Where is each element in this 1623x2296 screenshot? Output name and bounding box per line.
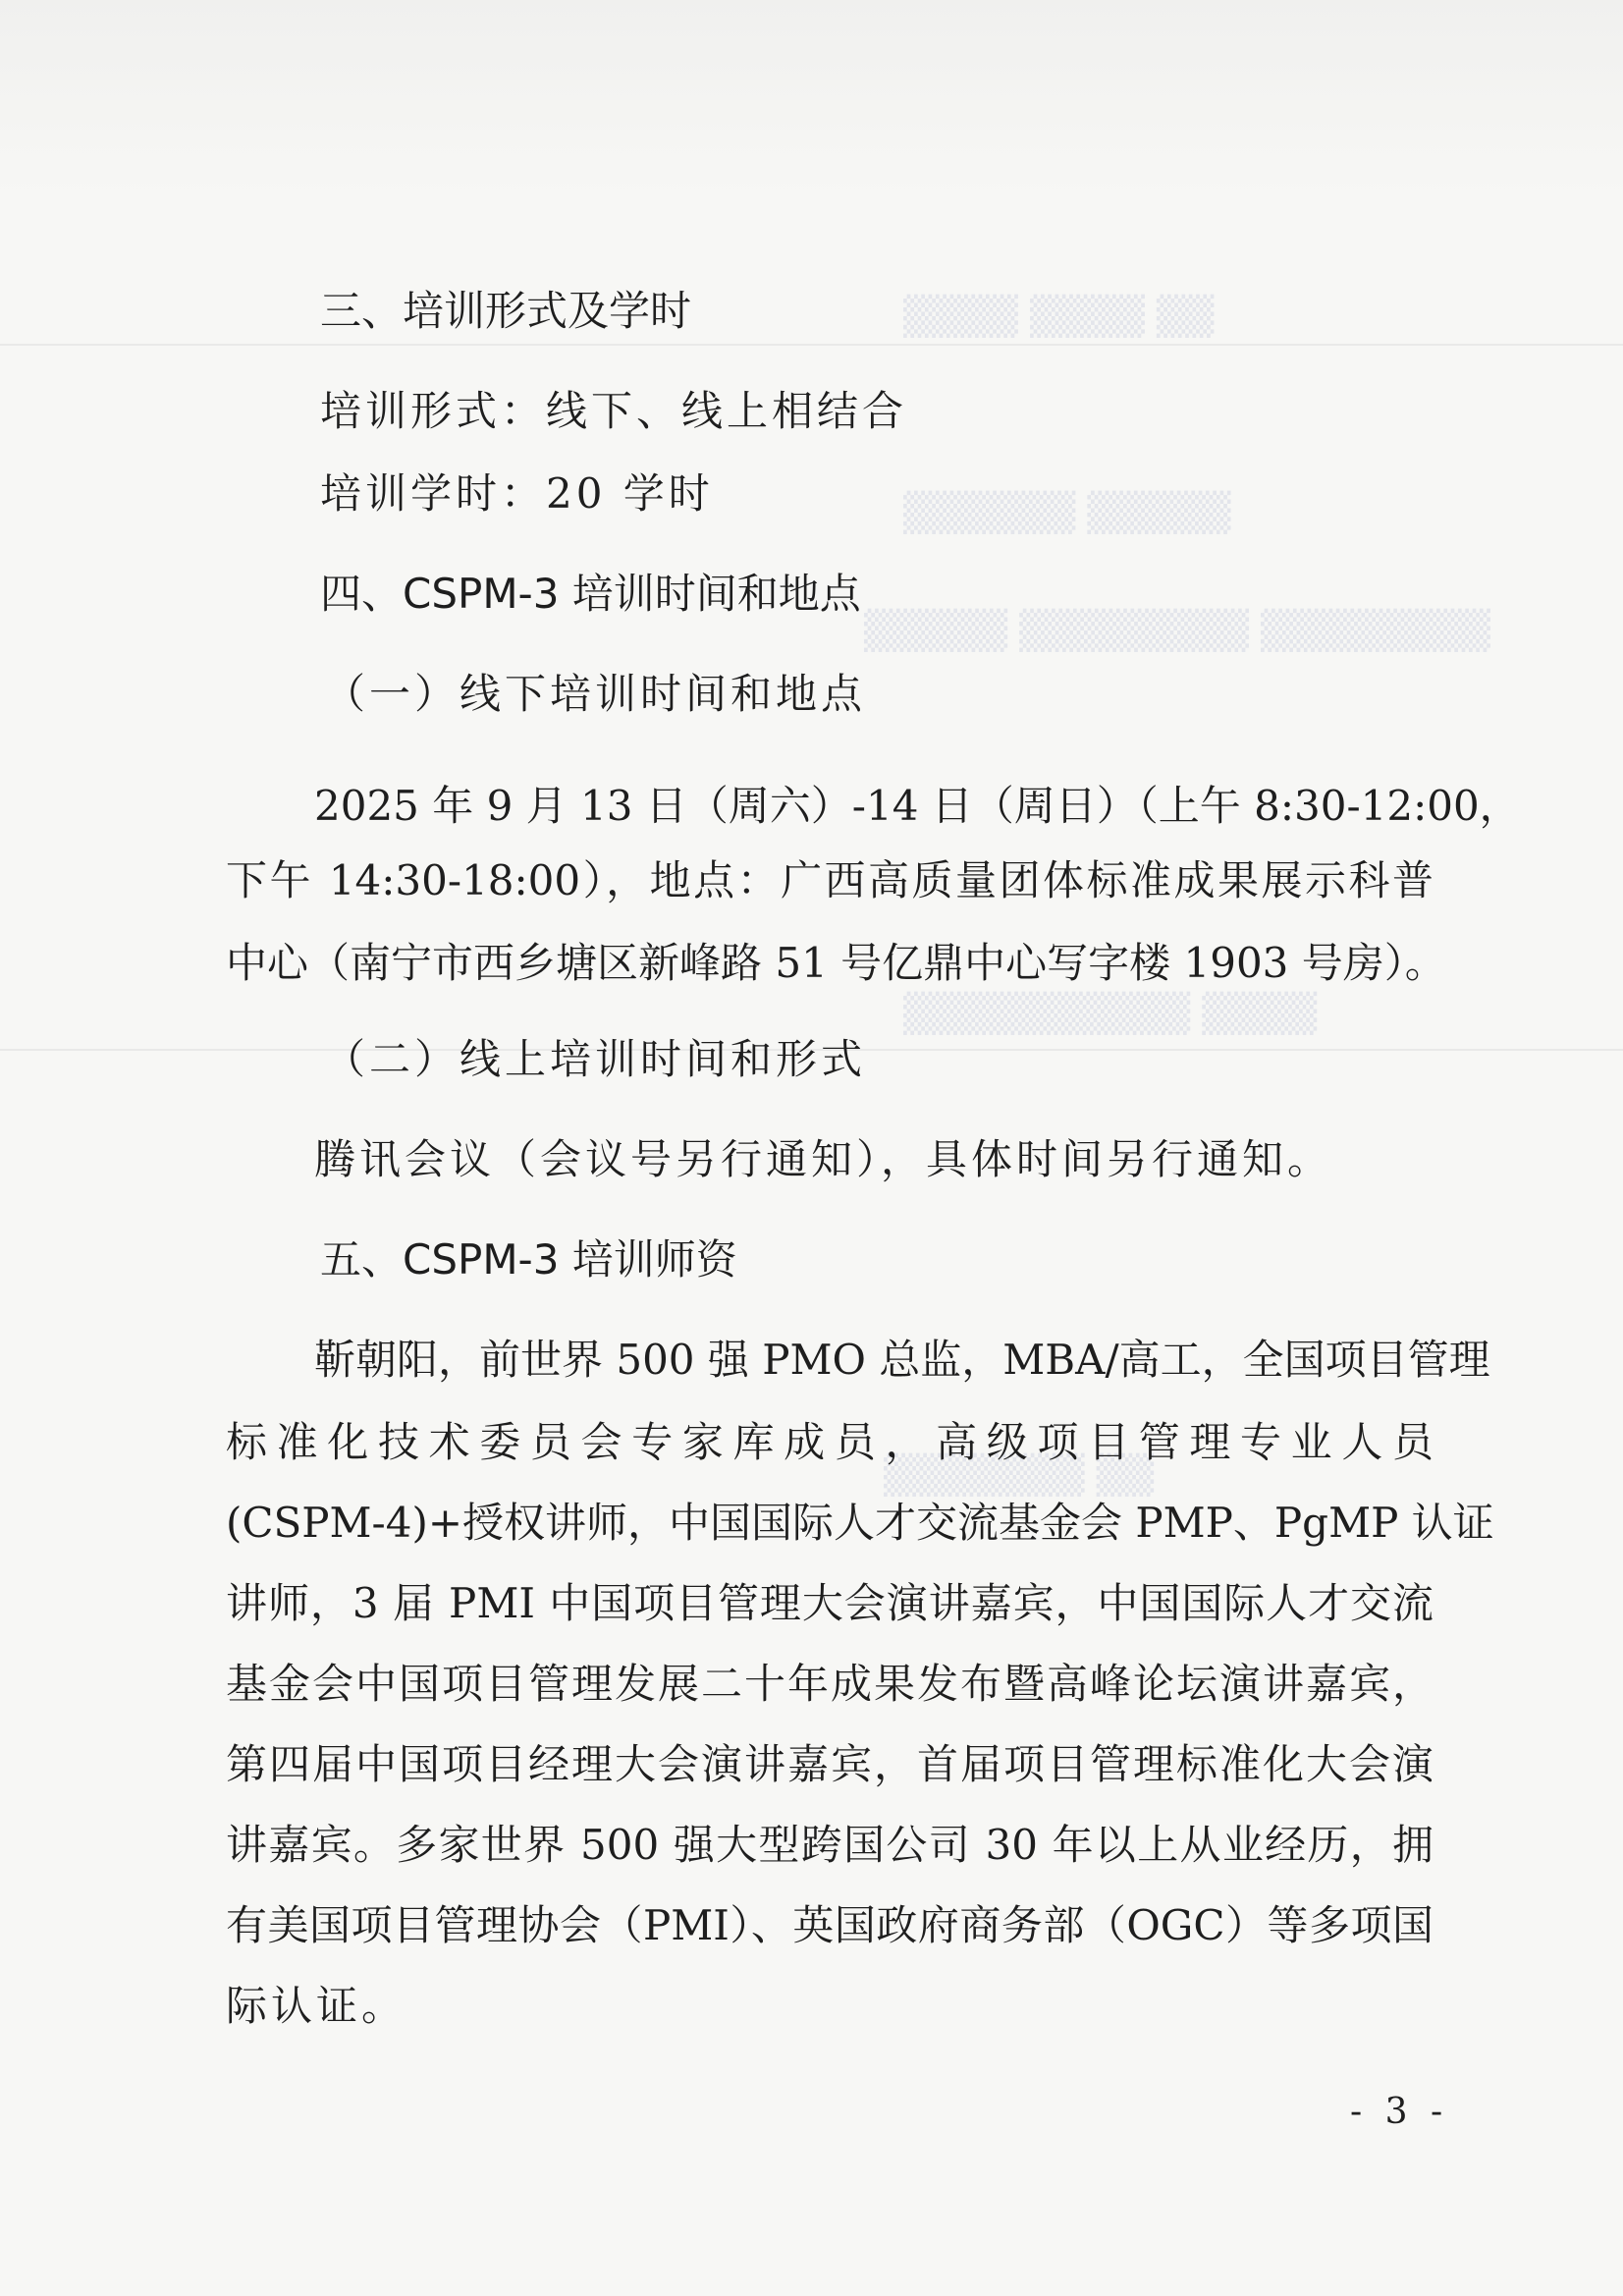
offline-detail-line: 下午 14:30-18:00），地点：广西高质量团体标准成果展示科普: [226, 856, 1434, 904]
instructor-bio-line: 标准化技术委员会专家库成员，高级项目管理专业人员: [226, 1418, 1434, 1466]
instructor-bio-line: 讲嘉宾。多家世界 500 强大型跨国公司 30 年以上从业经历，拥: [226, 1821, 1434, 1869]
section-5-heading: 五、CSPM-3 培训师资: [320, 1235, 737, 1284]
training-form-line: 培训形式：线下、线上相结合: [320, 387, 908, 435]
online-detail-line: 腾讯会议（会议号另行通知），具体时间另行通知。: [314, 1135, 1333, 1183]
instructor-bio-line: 靳朝阳，前世界 500 强 PMO 总监，MBA/高工，全国项目管理: [314, 1336, 1490, 1384]
training-hours-line: 培训学时：20 学时: [320, 469, 714, 518]
instructor-bio-line: 基金会中国项目管理发展二十年成果发布暨高峰论坛演讲嘉宾，: [226, 1660, 1434, 1708]
bleed-through-artifact: ▒▒ ▒▒▒▒ ▒▒▒▒: [903, 295, 1215, 338]
instructor-bio-line: (CSPM-4)+授权讲师，中国国际人才交流基金会 PMP、PgMP 认证: [226, 1499, 1494, 1547]
instructor-bio-line: 第四届中国项目经理大会演讲嘉宾，首届项目管理标准化大会演: [226, 1740, 1434, 1788]
bleed-through-artifact: ▒▒▒▒▒ ▒▒▒▒▒▒: [903, 491, 1231, 534]
bleed-through-artifact: ▒▒▒▒ ▒▒▒▒▒▒▒▒▒▒: [903, 992, 1318, 1035]
bleed-through-artifact: ▒▒▒▒▒▒▒▒ ▒▒▒▒▒▒▒▒ ▒▒▒▒▒: [864, 609, 1490, 652]
instructor-bio-line: 有美国项目管理协会（PMI）、英国政府商务部（OGC）等多项国: [226, 1901, 1434, 1949]
scan-shadow: [0, 0, 1623, 196]
offline-detail-line: 中心（南宁市西乡塘区新峰路 51 号亿鼎中心写字楼 1903 号房）。: [226, 939, 1446, 987]
online-subheading: （二）线上培训时间和形式: [324, 1035, 867, 1083]
section-3-heading: 三、培训形式及学时: [320, 287, 692, 335]
section-4-heading: 四、CSPM-3 培训时间和地点: [320, 570, 861, 618]
offline-subheading: （一）线下培训时间和地点: [324, 670, 867, 718]
instructor-bio-line: 讲师，3 届 PMI 中国项目管理大会演讲嘉宾，中国国际人才交流: [226, 1579, 1434, 1627]
offline-detail-line: 2025 年 9 月 13 日（周六）-14 日（周日）（上午 8:30-12:00，: [314, 782, 1521, 830]
page-number: - 3 -: [1350, 2092, 1449, 2132]
scan-fold-line: [0, 344, 1623, 346]
instructor-bio-line: 际认证。: [226, 1982, 407, 2030]
bleed-through-artifact: ▒▒ ▒▒▒▒▒▒▒: [884, 1453, 1155, 1497]
